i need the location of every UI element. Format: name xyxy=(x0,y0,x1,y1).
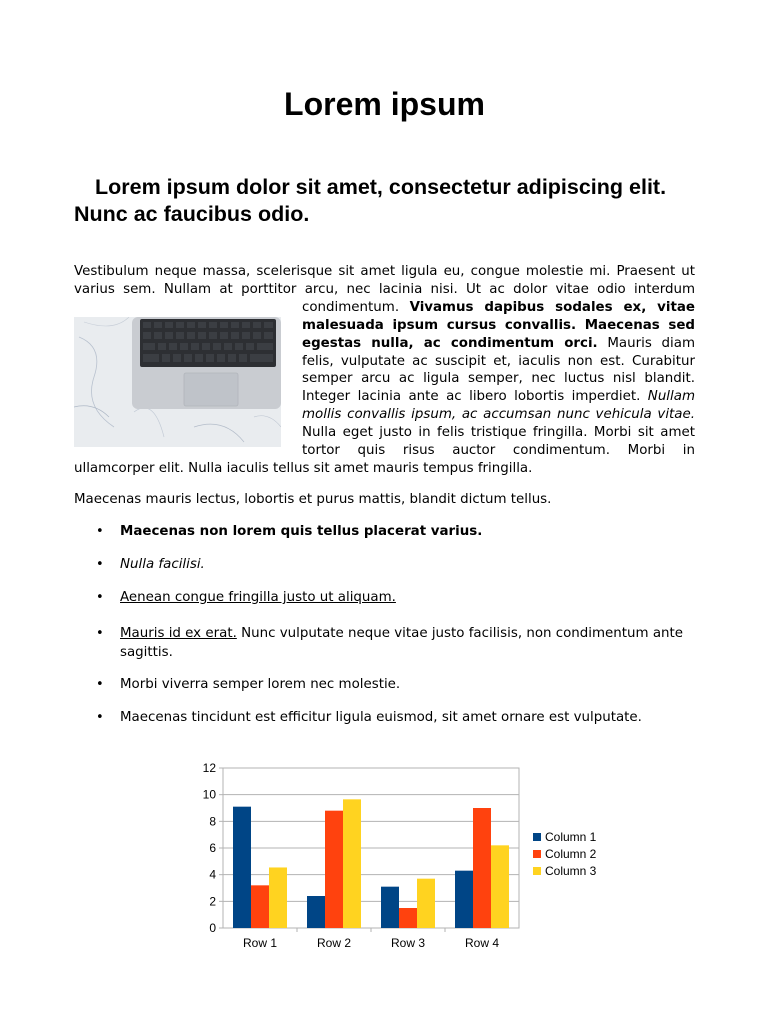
x-tick-label: Row 4 xyxy=(464,936,500,950)
list-item xyxy=(74,555,695,574)
bar xyxy=(307,896,325,928)
y-tick-label: 8 xyxy=(209,814,216,829)
bar-chart-svg xyxy=(195,755,615,955)
x-tick-label: Row 3 xyxy=(390,936,426,950)
bullet-dot: • xyxy=(96,626,104,641)
list-item xyxy=(74,708,695,727)
bar xyxy=(325,811,343,928)
bar xyxy=(251,885,269,928)
x-tick-label: Row 1 xyxy=(242,936,278,950)
bullet-dot: • xyxy=(96,710,104,725)
bar xyxy=(473,808,491,928)
bar xyxy=(343,799,361,928)
list-item-underlined-text: Mauris id ex erat. xyxy=(120,626,237,641)
bullet-dot: • xyxy=(96,677,104,692)
bar xyxy=(399,908,417,928)
legend-label: Column 1 xyxy=(545,830,597,844)
bar xyxy=(269,867,287,928)
legend-label: Column 2 xyxy=(545,847,597,861)
list-item-text: Maecenas tincidunt est efficitur ligula euismod, sit amet ornare est vulputate. xyxy=(120,710,642,725)
bar xyxy=(417,879,435,928)
list-item-text: Nulla facilisi. xyxy=(120,557,205,572)
list-item xyxy=(74,675,695,694)
list-item-text: Nunc vulputate neque vitae justo facilisis, non condimentum ante sagittis. xyxy=(120,626,684,660)
y-tick-label: 12 xyxy=(202,761,216,775)
bullet-dot: • xyxy=(96,590,104,605)
bar xyxy=(491,845,509,928)
list-item-text: Aenean congue fringilla justo ut aliquam. xyxy=(120,590,396,605)
legend-swatch xyxy=(533,833,541,841)
bullet-list xyxy=(74,520,695,727)
para1-bold-text: Vivamus dapibus sodales ex, vitae malesuada ipsum cursus convallis. Maecenas sed egestas nulla, ac condimentum orci. xyxy=(302,299,695,351)
legend-swatch xyxy=(533,850,541,858)
list-item-text: Maecenas non lorem quis tellus placerat varius. xyxy=(120,524,483,539)
bar xyxy=(233,807,251,928)
y-tick-label: 6 xyxy=(209,841,216,855)
list-item xyxy=(74,588,695,607)
laptop-photo xyxy=(74,317,284,451)
y-tick-label: 2 xyxy=(209,894,216,909)
bar xyxy=(381,887,399,928)
para1-text-a: Vestibulum neque massa, scelerisque sit amet ligula eu, congue molestie mi. Praesent ut varius sem. Nullam at porttitor arcu, nec lacinia nisi. Ut ac dolor vitae odio interdum condimentum. xyxy=(74,264,695,315)
document-subtitle: Lorem ipsum dolor sit amet, consectetur adipiscing elit. Nunc ac faucibus odio. xyxy=(74,175,667,226)
y-tick-label: 0 xyxy=(209,921,216,935)
legend-label: Column 3 xyxy=(545,864,597,878)
laptop-photo-illustration xyxy=(74,317,281,447)
para1-italic-text: Nullam mollis convallis ipsum, ac accumsan nunc vehicula vitae. xyxy=(302,389,695,423)
list-item xyxy=(74,522,695,541)
bullet-dot: • xyxy=(96,557,104,572)
bullet-dot: • xyxy=(96,524,104,539)
y-tick-label: 10 xyxy=(202,787,216,802)
y-tick-label: 4 xyxy=(209,867,216,882)
list-item-text: Morbi viverra semper lorem nec molestie. xyxy=(120,677,401,692)
document-title: Lorem ipsum xyxy=(284,86,485,122)
intro-paragraph xyxy=(74,263,695,478)
bar xyxy=(455,871,473,928)
para1-text-b: Mauris diam felis, vulputate ac suscipit et, iaculis non est. Curabitur semper arcu ac ligula semper, nec luctus nisl blandit. Integer lacinia ante ac libero lobortis imperdiet. xyxy=(302,335,695,405)
legend-swatch xyxy=(533,867,541,875)
bar-chart xyxy=(195,755,615,959)
para1-text-c: Nulla eget justo in felis tristique fringilla. Morbi sit amet tortor quis risus auctor condimentum. Morbi in ullamcorper elit. Nulla iaculis tellus sit amet mauris tempus fringilla. xyxy=(74,425,695,476)
x-tick-label: Row 2 xyxy=(316,936,352,950)
list-item xyxy=(74,624,695,662)
second-paragraph: Maecenas mauris lectus, lobortis et purus mattis, blandit dictum tellus. xyxy=(74,492,552,507)
